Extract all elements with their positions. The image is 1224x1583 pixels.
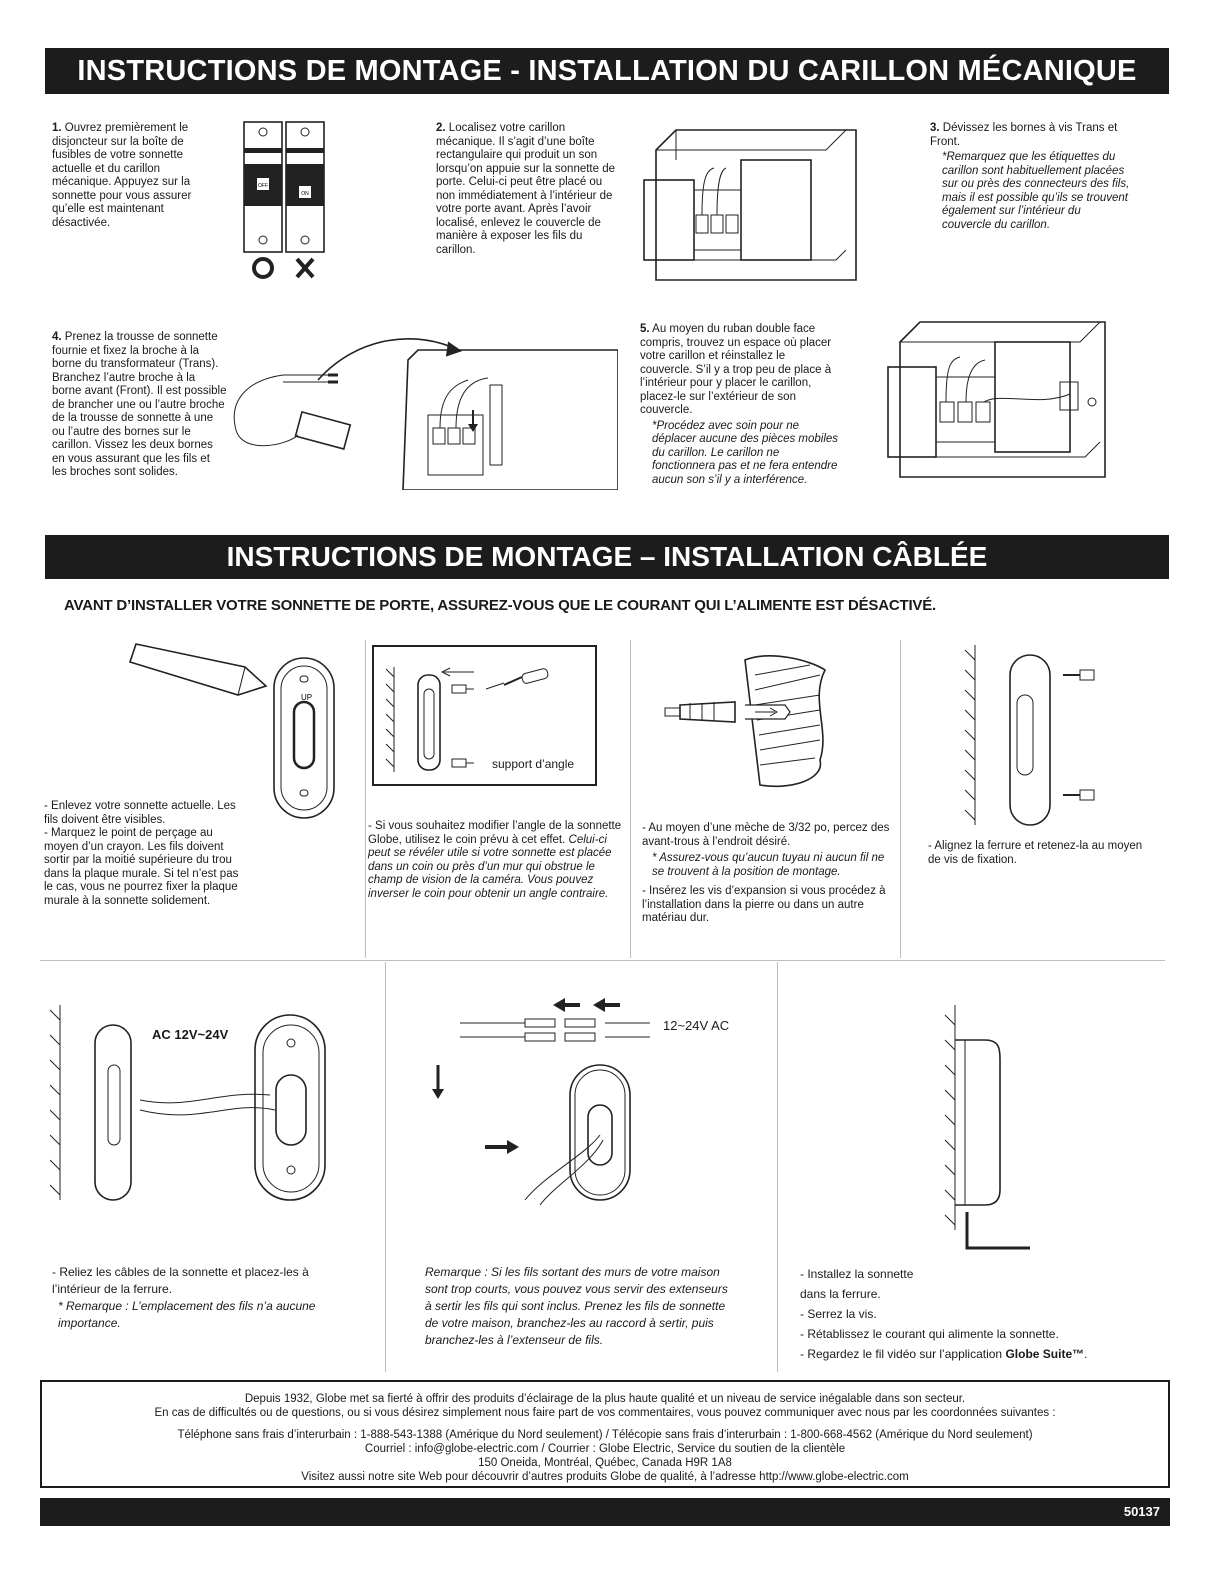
- correct-circle-icon: [254, 259, 272, 277]
- footer-bar: [40, 1498, 1170, 1526]
- step3-text-block: [930, 122, 1130, 232]
- footer-phone: Téléphone sans frais d’interurbain : 1-888-543-1388 (Amérique du Nord seulement) / Télécopie sans frais d’interurbain : 1-800-668-4562 (Amérique du Nord seulement): [177, 1429, 1033, 1441]
- step2-text-block: [436, 122, 621, 257]
- breaker-on-label: ON: [301, 191, 309, 197]
- footer-line1: Depuis 1932, Globe met sa fierté à offrir des produits d’éclairage de la plus haute qualité et un niveau de service inégalable dans son secteur.: [244, 1393, 966, 1405]
- step5-text: Au moyen du ruban double face compris, trouvez un espace où placer votre carillon et réinstallez le couvercle. S’il y a trop peu de place à l’intérieur pour y placer le carillon, placez-le sur l’extérieur de son couvercle.: [640, 323, 832, 416]
- panel3-bullet2: - Insérez les vis d’expansion si vous procédez à l’installation dans la pierre ou dans un autre matériau dur.: [642, 885, 886, 924]
- panel2-note: Celui-ci peut se révéler utile si votre sonnette est placée dans un coin ou près d’un mur qui obstrue le champ de vision de la caméra. Vous pouvez inverser le coin pour obtenir un angle contraire.: [368, 833, 612, 900]
- panel7-bullet2: - Serrez la vis.: [800, 1307, 877, 1321]
- panel5-voltage: AC 12V~24V: [152, 1027, 229, 1042]
- step3-text: Dévissez les bornes à vis Trans et Front.: [930, 122, 1118, 148]
- step1-number: 1.: [52, 122, 62, 134]
- pencil-icon: [130, 644, 266, 695]
- wrong-cross-icon: [297, 259, 313, 277]
- step2-text: Localisez votre carillon mécanique. Il s’agit d’une boîte rectangulaire qui produit un son lorsqu’on appuie sur la sonnette de porte. Celui-ci peut être placé ou non immédiatement à l’intérieur de votre porte avant. Après l’avoir localisé, enlevez le couvercle de manière à exposer les fils du carillon.: [436, 122, 616, 256]
- panel3-text: [642, 822, 892, 926]
- power-off-warning: AVANT D’INSTALLER VOTRE SONNETTE DE PORTE, ASSUREZ-VOUS QUE LE COURANT QUI L’ALIMENTE EST DÉSACTIVÉ.: [64, 597, 936, 614]
- step4-number: 4.: [52, 331, 62, 343]
- divider: [365, 640, 366, 958]
- step5-note: *Procédez avec soin pour ne déplacer aucune des pièces mobiles du carillon. Le carillon ne fonctionnera pas et ne fera entendre aucun son s’il y a interférence.: [652, 419, 839, 486]
- divider: [385, 962, 386, 1372]
- panel5-note: * Remarque : L’emplacement des fils n’a aucune importance.: [58, 1299, 316, 1330]
- footer-address: 150 Oneida, Montréal, Québec, Canada H9R 1A8: [478, 1457, 732, 1469]
- panel3-bullet1: - Au moyen d’une mèche de 3/32 po, percez des avant-trous à l’endroit désiré.: [642, 822, 890, 848]
- footer-website: Visitez aussi notre site Web pour découvrir d’autres produits Globe de qualité, à l’adresse http://www.globe-electric.com: [301, 1471, 909, 1483]
- panel1-bullet2: - Marquez le point de perçage au moyen d’un crayon. Les fils doivent sortir par la moitié supérieure du trou dans la plaque murale. Si tel n’est pas le cas, vous ne pourrez fixer la plaque murale à la sonnette solidement.: [44, 827, 239, 907]
- footer-line2: En cas de difficultés ou de questions, ou si vous désirez simplement nous faire part de vos commentaires, vous pouvez communiquer avec nous par les coordonnées suivantes :: [154, 1407, 1056, 1419]
- step4-text: Prenez la trousse de sonnette fournie et fixez la broche à la borne du transformateur (Trans). Branchez l’autre broche à la borne avant (Front). Il est possible de brancher une ou l’autre broche de la trousse de sonnette à une ou l’autre des bornes sur le carillon. Vissez les deux bornes en vous assurant que les fils et les broches sont solides.: [52, 331, 227, 478]
- section1-title: INSTRUCTIONS DE MONTAGE - INSTALLATION DU CARILLON MÉCANIQUE: [45, 48, 1169, 94]
- angle-bracket-diagram: [372, 645, 597, 786]
- step3-note: *Remarquez que les étiquettes du carillon sont habituellement placées sur ou près des connecteurs des fils, mais il est possible qu’ils se trouvent également sur l’intérieur du couvercle du carillon.: [942, 151, 1130, 231]
- panel7-bullet1: - Installez la sonnette dans la ferrure.: [800, 1267, 914, 1301]
- angle-bracket-caption: support d’angle: [492, 757, 575, 771]
- breaker-off-label: OFF: [258, 183, 268, 189]
- panel2-bullet1: - Si vous souhaitez modifier l’angle de la sonnette Globe, utilisez le coin prévu à cet effet.: [368, 820, 622, 846]
- panel6-voltage: 12~24V AC: [663, 1018, 730, 1033]
- step1-text-block: [52, 122, 222, 230]
- panel4-bullet1: - Alignez la ferrure et retenez-la au moyen de vis de fixation.: [928, 840, 1143, 866]
- install-doorbell-illustration: [925, 1000, 1045, 1255]
- divider: [40, 960, 1165, 961]
- divider: [630, 640, 631, 958]
- panel4-text: [928, 840, 1148, 867]
- step5-number: 5.: [640, 323, 650, 335]
- panel5-bullet1: - Reliez les câbles de la sonnette et placez-les à l’intérieur de la ferrure.: [52, 1265, 309, 1296]
- pencil-and-plate-illustration: [128, 640, 348, 825]
- panel1-text: [44, 800, 249, 908]
- document-number: 50137: [1123, 1504, 1160, 1519]
- step1-text: Ouvrez premièrement le disjoncteur sur la boîte de fusibles de votre sonnette actuelle et du carillon mécanique. Appuyez sur la sonnette pour vous assurer qu’elle est maintenant désactivée.: [52, 122, 192, 229]
- chime-box-illustration: [636, 120, 866, 290]
- step5-text-block: [640, 323, 840, 487]
- screw-icon: [1080, 670, 1094, 680]
- panel1-bullet1: - Enlevez votre sonnette actuelle. Les fils doivent être visibles.: [44, 800, 236, 826]
- doorbell-kit-illustration: [228, 320, 618, 490]
- align-bracket-illustration: [955, 640, 1105, 830]
- drill-anchor-illustration: [660, 650, 840, 800]
- panel7-bullet4: - Regardez le fil vidéo sur l’application: [800, 1347, 1003, 1361]
- panel7-bullet4-end: .: [1084, 1347, 1088, 1361]
- panel3-note: * Assurez-vous qu’aucun tuyau ni aucun fil ne se trouvent à la position de montage.: [652, 852, 885, 878]
- panel2-text: [368, 820, 628, 901]
- panel7-text: [800, 1264, 1100, 1364]
- divider: [777, 962, 778, 1372]
- contact-box: [40, 1380, 1170, 1488]
- footer-email: Courriel : info@globe-electric.com / Courrier : Globe Electric, Service du soutien de la clientèle: [364, 1443, 846, 1455]
- step2-number: 2.: [436, 122, 446, 134]
- divider: [900, 640, 901, 958]
- step3-number: 3.: [930, 122, 940, 134]
- breaker-illustration: [240, 118, 330, 288]
- chime-reinstalled-illustration: [880, 312, 1120, 482]
- up-label: UP: [301, 693, 313, 702]
- section2-title: INSTRUCTIONS DE MONTAGE – INSTALLATION CÂBLÉE: [45, 535, 1169, 579]
- step4-text-block: [52, 331, 227, 480]
- globe-suite-app-name: Globe Suite™: [1005, 1347, 1085, 1361]
- screw-icon: [1080, 790, 1094, 800]
- panel5-text: [52, 1264, 352, 1332]
- hex-key-icon: [967, 1212, 1030, 1248]
- panel7-bullet3: - Rétablissez le courant qui alimente la sonnette.: [800, 1327, 1059, 1341]
- panel6-note: Remarque : Si les fils sortant des murs de votre maison sont trop courts, vous pouvez vous servir des extenseurs à sertir les fils qui sont inclus. Prenez les fils de sonnette de votre maison, branchez-les au raccord à sertir, puis branchez-les à l’extenseur de fils.: [425, 1265, 728, 1347]
- wire-extender-illustration: [425, 995, 665, 1205]
